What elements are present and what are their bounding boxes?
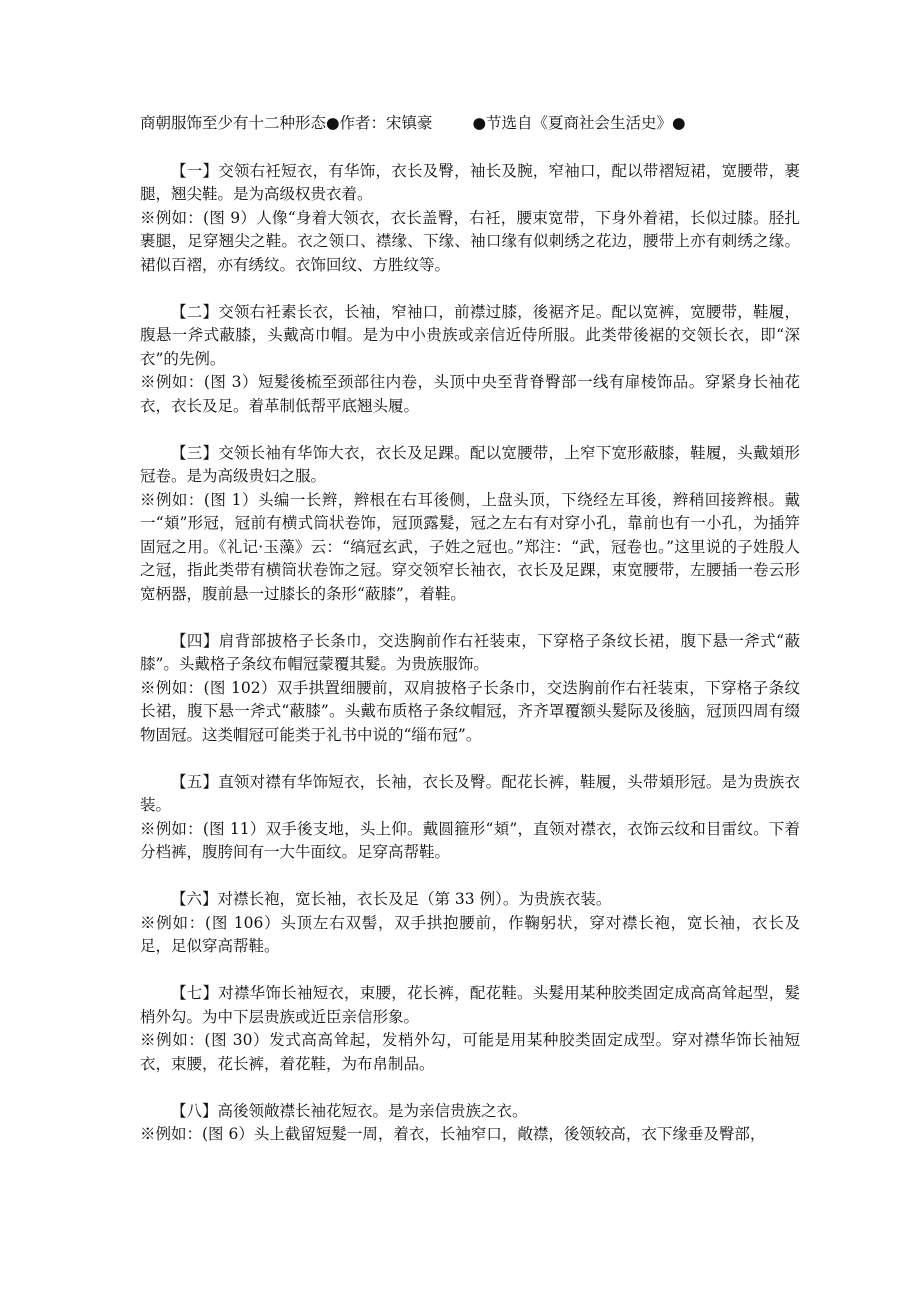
source-line: ●节选自《夏商社会生活史》● (472, 114, 686, 132)
section-5 (140, 771, 800, 865)
section-3 (140, 442, 800, 607)
section-description: 【六】对襟长袍，宽长袖，衣长及足（第 33 例）。为贵族衣装。 (171, 890, 612, 908)
section-description: 【四】肩背部披格子长条巾，交迭胸前作右衽装束，下穿格子条纹长裙，腹下悬一斧式“蔽膝”。头戴格子条纹布帽冠蒙覆其髮。为贵族服饰。 (140, 631, 800, 673)
section-example: ※例如：(图 102）双手拱置细腰前，双肩披格子长条巾，交迭胸前作右衽装束，下穿格子条纹长裙，腹下悬一斧式“蔽膝”。头戴布质格子条纹帽冠，齐齐罩覆额头髮际及後脑，冠顶四周有缀物固冠。这类帽冠可能类于礼书中说的“缁布冠”。 (140, 678, 800, 744)
section-description: 【一】交领右衽短衣，有华饰，衣长及臀，袖长及腕，窄袖口，配以带褶短裙，宽腰带，裹腿，翘尖鞋。是为高级权贵衣着。 (140, 161, 800, 203)
title-author-line: 商朝服饰至少有十二种形态●作者：宋镇豪 (140, 114, 433, 132)
section-1 (140, 160, 800, 278)
section-2 (140, 301, 800, 419)
section-4 (140, 630, 800, 748)
document-page (140, 112, 800, 1170)
section-6 (140, 888, 800, 959)
section-example: ※例如：(图 3）短髮後梳至颈部往内卷，头顶中央至背脊臀部一线有扉棱饰品。穿紧身长袖花衣，衣长及足。着革制低帮平底翘头履。 (140, 373, 800, 415)
section-description: 【三】交领长袖有华饰大衣，衣长及足踝。配以宽腰带，上窄下宽形蔽膝，鞋履，头戴頍形冠卷。是为高级贵妇之服。 (140, 443, 800, 485)
section-7 (140, 982, 800, 1076)
section-description: 【八】高後领敞襟长袖花短衣。是为亲信贵族之衣。 (171, 1101, 528, 1120)
section-example: ※例如：(图 11）双手後支地，头上仰。戴圆箍形“頍”，直领对襟衣，衣饰云纹和目雷纹。下着分档裤，腹胯间有一大牛面纹。足穿高帮鞋。 (140, 819, 800, 861)
section-example: ※例如：(图 30）发式高高耸起，发梢外勾，可能是用某种胶类固定成型。穿对襟华饰长袖短衣，束腰，花长裤，着花鞋，为布帛制品。 (140, 1031, 800, 1073)
section-description: 【五】直领对襟有华饰短衣，长袖，衣长及臀。配花长裤，鞋履，头带頍形冠。是为贵族衣装。 (140, 772, 800, 814)
section-example: ※例如：(图 106）头顶左右双髻，双手拱抱腰前，作鞠躬状，穿对襟长袍，宽长袖，衣长及足，足似穿高帮鞋。 (140, 913, 800, 955)
section-example: ※例如：(图 6）头上截留短髮一周，着衣，长袖窄口，敞襟，後领较高，衣下缘垂及臀部， (140, 1125, 766, 1143)
section-example: ※例如：(图 9）人像“身着大领衣，衣长盖臀，右衽，腰束宽带，下身外着裙，长似过膝。胫扎裹腿，足穿翘尖之鞋。衣之领口、襟缘、下缘、袖口缘有似刺绣之花边，腰带上亦有刺绣之缘。裙似百褶，亦有绣纹。衣饰回纹、方胜纹等。 (140, 208, 800, 274)
section-example: ※例如：(图 1）头编一长辫，辫根在右耳後侧，上盘头顶，下绕经左耳後，辫稍回接辫根。戴一“頍”形冠，冠前有横式筒状卷饰，冠顶露髮，冠之左右有对穿小孔，靠前也有一小孔，为插笄固冠之用。《礼记·玉藻》云：“缟冠玄武，子姓之冠也。”郑注：“武，冠卷也。”这里说的子姓殷人之冠，指此类带有横筒状卷饰之冠。穿交领窄长袖衣，衣长及足踝，束宽腰带，左腰插一卷云形宽柄器，腹前悬一过膝长的条形“蔽膝”，着鞋。 (140, 490, 800, 603)
section-8 (140, 1100, 800, 1147)
section-description: 【七】对襟华饰长袖短衣，束腰，花长裤，配花鞋。头髮用某种胶类固定成高高耸起型，髮梢外勾。为中下层贵族或近臣亲信形象。 (140, 984, 800, 1026)
section-description: 【二】交领右衽素长衣，长袖，窄袖口，前襟过膝，後裾齐足。配以宽裤，宽腰带，鞋履，腹悬一斧式蔽膝，头戴高巾帽。是为中小贵族或亲信近侍所服。此类带後裾的交领长衣，即“深衣”的先例。 (140, 302, 800, 368)
document-header (140, 112, 800, 136)
